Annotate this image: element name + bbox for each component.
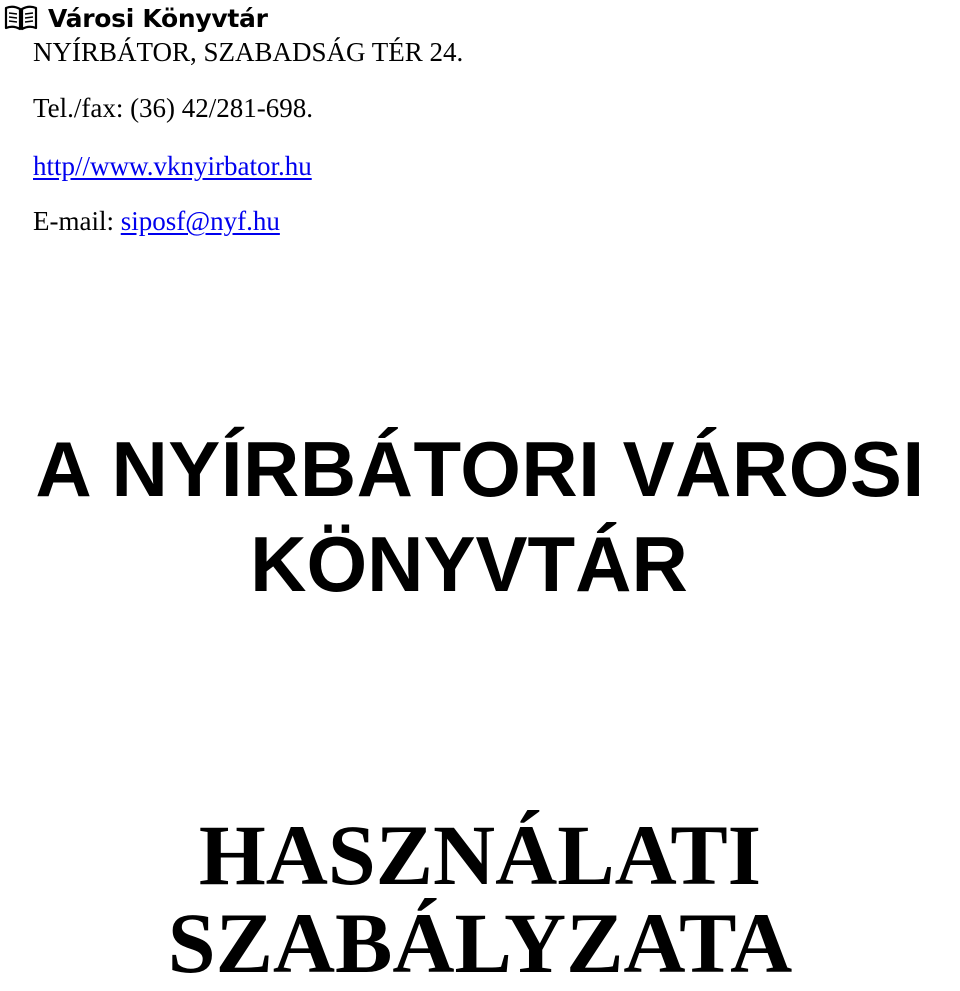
title-line-2: KÖNYVTÁR	[250, 520, 688, 608]
address-line: NYÍRBÁTOR, SZABADSÁG TÉR 24.	[33, 37, 464, 67]
email-link[interactable]: siposf@nyf.hu	[120, 206, 280, 236]
brand-name: Városi Könyvtár	[48, 3, 268, 33]
library-brand	[4, 2, 268, 34]
website-line	[33, 153, 312, 180]
open-book-icon	[4, 4, 38, 32]
website-link[interactable]: http//www.vknyirbator.hu	[33, 151, 312, 181]
telfax-line: Tel./fax: (36) 42/281-698.	[33, 93, 314, 123]
email-line	[33, 208, 280, 235]
email-label: E-mail:	[33, 206, 114, 236]
subtitle-line-1: HASZNÁLATI	[198, 807, 762, 903]
title-line-1: A NYÍRBÁTORI VÁROSI	[35, 425, 925, 513]
subtitle-line-2: SZABÁLYZATA	[167, 895, 793, 991]
